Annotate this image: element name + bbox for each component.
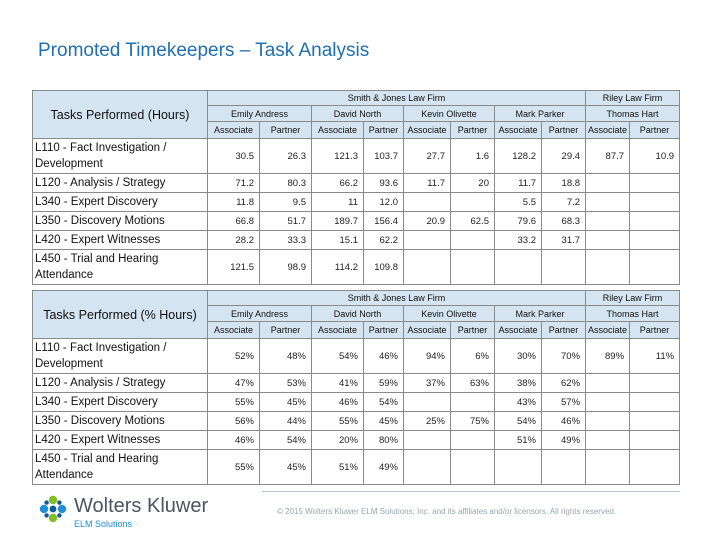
table-cell [451,250,495,285]
table-cell: 54% [495,412,542,431]
timekeeper-header: David North [312,306,404,322]
table-row [33,374,680,393]
associate-header: Associate [312,122,364,139]
table-cell: 26.3 [260,139,312,174]
table-cell: 62.2 [364,231,404,250]
partner-header: Partner [260,122,312,139]
table-label: Tasks Performed (Hours) [33,91,208,139]
partner-header: Partner [364,322,404,339]
table-cell [404,193,451,212]
partner-header: Partner [630,122,680,139]
table-cell [630,374,680,393]
table-cell [586,431,630,450]
table-cell: 46% [364,339,404,374]
table-cell: 68.3 [542,212,586,231]
task-label: L340 - Expert Discovery [33,393,208,412]
firm-header-riley: Riley Law Firm [586,91,680,106]
firm-header-riley: Riley Law Firm [586,291,680,306]
task-label: L350 - Discovery Motions [33,412,208,431]
timekeeper-header: David North [312,106,404,122]
table-cell [404,250,451,285]
table-cell: 29.4 [542,139,586,174]
timekeeper-header: Mark Parker [495,106,586,122]
table-cell: 59% [364,374,404,393]
table-cell: 31.7 [542,231,586,250]
table-cell: 51% [495,431,542,450]
table-cell [586,174,630,193]
task-label: L110 - Fact Investigation / Development [33,139,208,174]
table-cell: 57% [542,393,586,412]
table-row [33,412,680,431]
table-cell: 54% [364,393,404,412]
partner-header: Partner [364,122,404,139]
table-row [33,431,680,450]
table-cell: 156.4 [364,212,404,231]
table-cell: 56% [208,412,260,431]
table-cell: 87.7 [586,139,630,174]
table-cell: 25% [404,412,451,431]
table-cell: 46% [542,412,586,431]
table-cell [630,212,680,231]
task-label: L110 - Fact Investigation / Development [33,339,208,374]
table-cell: 53% [260,374,312,393]
partner-header: Partner [542,322,586,339]
partner-header: Partner [451,322,495,339]
table-cell: 11 [312,193,364,212]
partner-header: Partner [630,322,680,339]
table-cell: 33.2 [495,231,542,250]
timekeeper-header: Emily Andress [208,106,312,122]
table-cell: 54% [312,339,364,374]
firm-header-smith-jones: Smith & Jones Law Firm [208,291,586,306]
table-cell [586,212,630,231]
table-cell: 52% [208,339,260,374]
table-cell: 75% [451,412,495,431]
timekeeper-header: Thomas Hart [586,306,680,322]
table-label: Tasks Performed (% Hours) [33,291,208,339]
footer-divider [262,491,680,492]
brand-subtitle: ELM Solutions [74,519,133,529]
table-cell [630,250,680,285]
table-row [33,193,680,212]
table-cell: 33.3 [260,231,312,250]
slide-title: Promoted Timekeepers – Task Analysis [38,40,370,61]
table-cell [586,412,630,431]
table-cell: 46% [312,393,364,412]
table-cell [495,250,542,285]
table-row [33,450,680,485]
associate-header: Associate [586,322,630,339]
table-cell: 93.6 [364,174,404,193]
table-cell: 18.8 [542,174,586,193]
table-cell: 38% [495,374,542,393]
table-cell: 48% [260,339,312,374]
associate-header: Associate [495,322,542,339]
task-label: L120 - Analysis / Strategy [33,374,208,393]
task-label: L420 - Expert Witnesses [33,231,208,250]
table-cell: 63% [451,374,495,393]
firm-header-smith-jones: Smith & Jones Law Firm [208,91,586,106]
table-cell [630,193,680,212]
table-cell: 80% [364,431,404,450]
table-cell: 27.7 [404,139,451,174]
timekeeper-header: Thomas Hart [586,106,680,122]
table-cell: 94% [404,339,451,374]
table-cell: 189.7 [312,212,364,231]
table-cell: 66.8 [208,212,260,231]
associate-header: Associate [312,322,364,339]
table-cell [630,174,680,193]
table-cell: 121.5 [208,250,260,285]
table-cell: 44% [260,412,312,431]
table-cell: 54% [260,431,312,450]
table-cell: 15.1 [312,231,364,250]
table-cell [451,431,495,450]
table-cell [451,193,495,212]
table-cell: 89% [586,339,630,374]
table-cell: 10.9 [630,139,680,174]
task-label: L450 - Trial and Hearing Attendance [33,250,208,285]
table-cell: 43% [495,393,542,412]
table-cell: 20.9 [404,212,451,231]
table-cell [586,250,630,285]
table-cell: 51% [312,450,364,485]
table-cell: 9.5 [260,193,312,212]
table-cell: 66.2 [312,174,364,193]
table-cell: 128.2 [495,139,542,174]
percent-hours-table [32,290,680,485]
table-row [33,339,680,374]
table-cell [404,450,451,485]
hours-table [32,90,680,285]
table-cell: 45% [260,450,312,485]
associate-header: Associate [404,322,451,339]
copyright-notice: © 2015 Wolters Kluwer ELM Solutions, Inc. and its affiliates and/or licensors. All rights reserved. [277,507,617,516]
timekeeper-header: Kevin Olivette [404,106,495,122]
table-cell: 51.7 [260,212,312,231]
table-cell: 11% [630,339,680,374]
table-cell: 121.3 [312,139,364,174]
table-cell: 11.7 [404,174,451,193]
table-cell: 11.8 [208,193,260,212]
timekeeper-header: Mark Parker [495,306,586,322]
table-cell [630,450,680,485]
table-cell [495,450,542,485]
table-cell: 62% [542,374,586,393]
table-cell: 5.5 [495,193,542,212]
wolters-kluwer-logo-icon [38,494,68,524]
partner-header: Partner [451,122,495,139]
table-cell: 1.6 [451,139,495,174]
table-row [33,139,680,174]
table-cell: 80.3 [260,174,312,193]
table-cell [586,450,630,485]
table-cell: 49% [364,450,404,485]
table-cell: 46% [208,431,260,450]
table-cell [630,412,680,431]
table-row [33,393,680,412]
table-cell: 103.7 [364,139,404,174]
table-cell [586,393,630,412]
table-cell: 41% [312,374,364,393]
table-cell: 70% [542,339,586,374]
table-cell [451,393,495,412]
table-cell: 30.5 [208,139,260,174]
partner-header: Partner [260,322,312,339]
timekeeper-header: Kevin Olivette [404,306,495,322]
table-cell [586,193,630,212]
task-label: L350 - Discovery Motions [33,212,208,231]
partner-header: Partner [542,122,586,139]
associate-header: Associate [404,122,451,139]
table-cell: 45% [364,412,404,431]
table-cell: 62.5 [451,212,495,231]
task-label: L120 - Analysis / Strategy [33,174,208,193]
table-cell: 71.2 [208,174,260,193]
table-cell [542,250,586,285]
table-row [33,250,680,285]
table-cell: 55% [208,450,260,485]
table-cell: 28.2 [208,231,260,250]
table-cell: 114.2 [312,250,364,285]
table-cell [586,231,630,250]
brand-name: Wolters Kluwer [74,495,209,517]
table-cell [404,393,451,412]
table-cell: 12.0 [364,193,404,212]
table-cell: 55% [312,412,364,431]
table-row [33,231,680,250]
table-cell: 45% [260,393,312,412]
table-cell [630,393,680,412]
table-cell: 20% [312,431,364,450]
table-cell: 55% [208,393,260,412]
table-cell [586,374,630,393]
task-label: L450 - Trial and Hearing Attendance [33,450,208,485]
table-cell: 109.8 [364,250,404,285]
table-cell: 7.2 [542,193,586,212]
table-cell: 37% [404,374,451,393]
task-label: L420 - Expert Witnesses [33,431,208,450]
timekeeper-header: Emily Andress [208,306,312,322]
associate-header: Associate [208,122,260,139]
table-cell: 79.6 [495,212,542,231]
table-cell: 20 [451,174,495,193]
table-cell: 30% [495,339,542,374]
table-cell: 47% [208,374,260,393]
table-cell [630,231,680,250]
table-cell: 49% [542,431,586,450]
table-cell: 6% [451,339,495,374]
table-cell [451,231,495,250]
associate-header: Associate [495,122,542,139]
table-cell [404,431,451,450]
table-row [33,174,680,193]
table-cell [451,450,495,485]
table-cell [630,431,680,450]
table-cell [404,231,451,250]
table-cell: 11.7 [495,174,542,193]
table-row [33,212,680,231]
task-label: L340 - Expert Discovery [33,193,208,212]
associate-header: Associate [208,322,260,339]
associate-header: Associate [586,122,630,139]
table-cell [542,450,586,485]
table-cell: 98.9 [260,250,312,285]
